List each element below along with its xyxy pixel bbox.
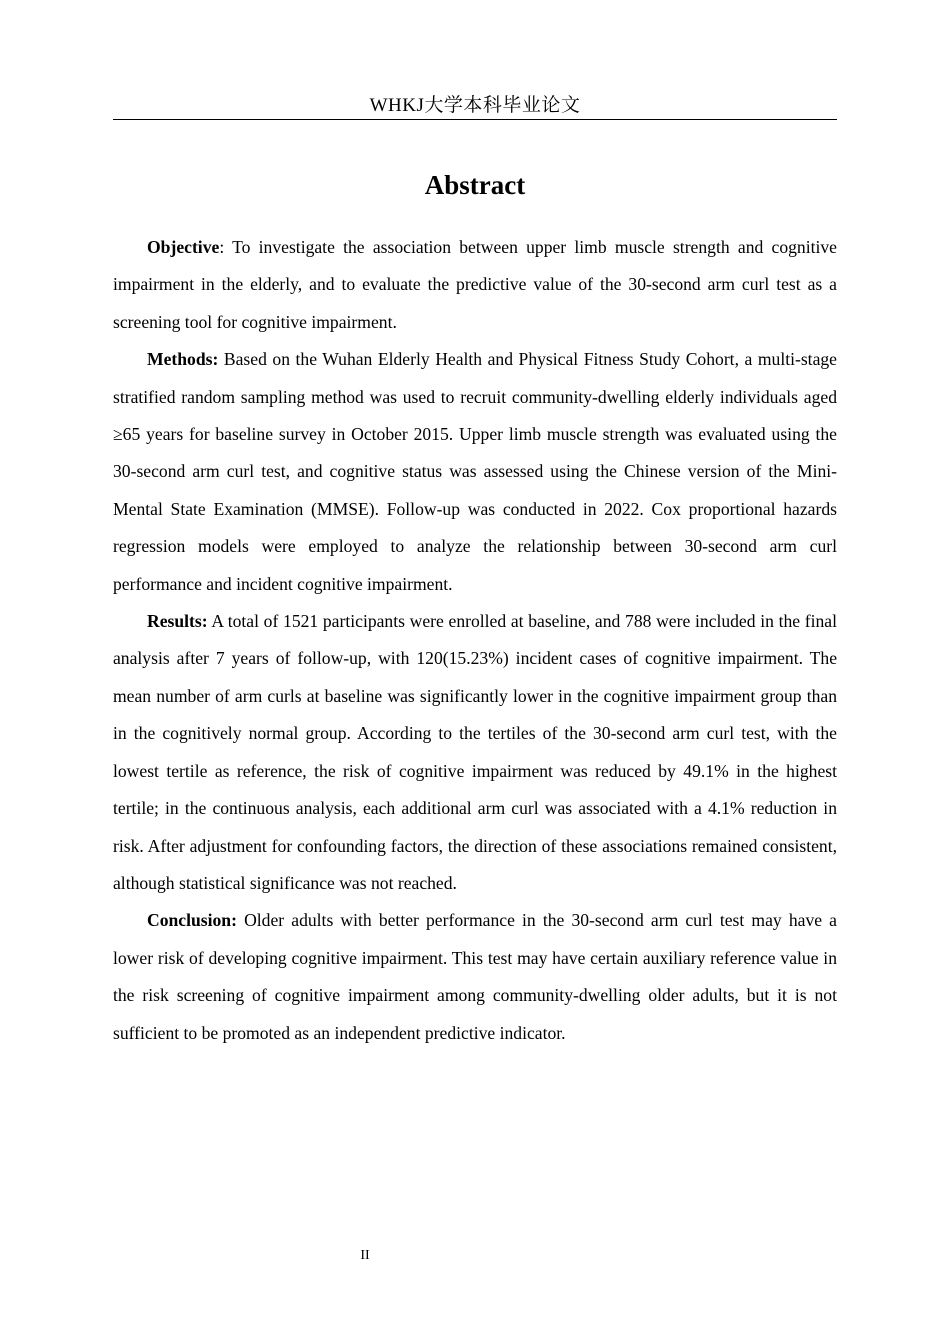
conclusion-paragraph [113,902,837,1052]
results-label: Results: [147,611,208,632]
objective-text: : To investigate the association between upper limb muscle strength and cognitive impairment in the elderly, and to evaluate the predictive value of the 30-second arm curl test as a screening tool for cognitive impairment. [113,237,837,332]
objective-label: Objective [147,237,220,257]
abstract-body [113,229,837,1052]
methods-paragraph [113,341,837,603]
objective-paragraph [113,229,837,341]
results-paragraph [113,603,837,902]
methods-label: Methods: [147,349,219,370]
conclusion-text: Older adults with better performance in the 30-second arm curl test may have a lower risk of developing cognitive impairment. This test may have certain auxiliary reference value in the risk screening of cognitive impairment among community-dwelling older adults, but it is not sufficient to be promoted as an independent predictive indicator. [113,910,837,1043]
abstract-title: Abstract [424,170,526,200]
conclusion-label: Conclusion: [147,910,237,931]
methods-text: Based on the Wuhan Elderly Health and Physical Fitness Study Cohort, a multi-stage stratified random sampling method was used to recruit community-dwelling elderly individuals aged ≥65 years for baseline survey in October 2015. Upper limb muscle strength was evaluated using the 30-second arm curl test, and cognitive status was assessed using the Chinese version of the Mini-Mental State Examination (MMSE). Follow-up was conducted in 2022. Cox proportional hazards regression models were employed to analyze the relationship between 30-second arm curl performance and incident cognitive impairment. [113,349,837,594]
page-header: WHKJ大学本科毕业论文 [369,95,581,116]
header-rule [113,119,837,120]
results-text: A total of 1521 participants were enrolled at baseline, and 788 were included in the final analysis after 7 years of follow-up, with 120(15.23%) incident cases of cognitive impairment. The mean number of arm curls at baseline was significantly lower in the cognitive impairment group than in the cognitively normal group. According to the tertiles of the 30-second arm curl test, with the lowest tertile as reference, the risk of cognitive impairment was reduced by 49.1% in the highest tertile; in the continuous analysis, each additional arm curl was associated with a 4.1% reduction in risk. After adjustment for confounding factors, the direction of these associations remained consistent, although statistical significance was not reached. [113,611,837,893]
page-number: II [360,1248,370,1263]
